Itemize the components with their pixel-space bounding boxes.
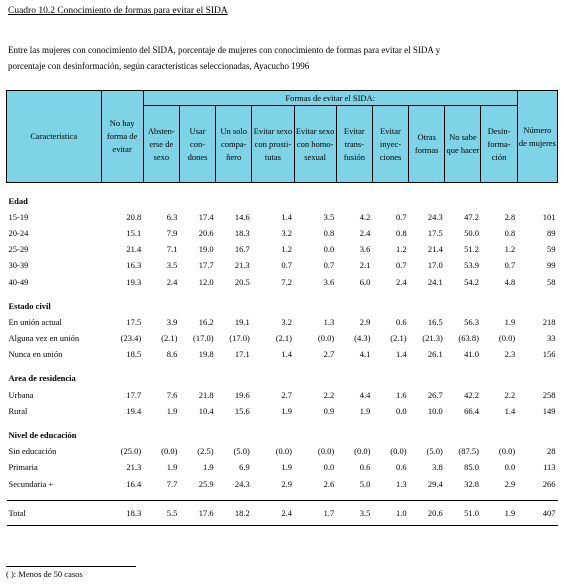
table-cell: 6.0 — [359, 276, 371, 287]
table-cell: (2.1) — [390, 333, 407, 344]
table-cell: 1.9 — [504, 316, 516, 327]
table-cell: 4.2 — [359, 211, 371, 222]
header-numero-mujeres: Número de mujeres — [517, 91, 557, 183]
table-cell: 50.0 — [464, 227, 479, 238]
table-cell: 1.9 — [359, 405, 371, 416]
table-cell: 6.9 — [239, 462, 250, 473]
table-cell: 1.9 — [481, 501, 517, 526]
table-cell: (2.1) — [161, 333, 178, 344]
table-row — [7, 403, 558, 419]
table-cell: 3.2 — [281, 316, 292, 327]
table-row — [7, 258, 558, 274]
table-cell: 51.2 — [464, 244, 479, 255]
table-cell: 17.1 — [234, 349, 250, 360]
table-cell: 0.0 — [323, 462, 335, 473]
table-cell: 3.6 — [323, 276, 335, 287]
table-cell: (25.0) — [120, 446, 142, 457]
table-cell: 53.9 — [464, 260, 479, 271]
section-row — [7, 298, 558, 314]
table-cell: 1.6 — [395, 389, 407, 400]
table-cell: 258 — [542, 389, 556, 400]
table-cell: 1.0 — [372, 501, 408, 526]
table-cell: 1.9 — [166, 405, 178, 416]
table-cell: 32.8 — [464, 478, 479, 489]
table-cell: 0.8 — [395, 227, 407, 238]
table-cell: 41.0 — [464, 349, 479, 360]
table-cell: 18.5 — [126, 349, 142, 360]
table-cell: 21.4 — [427, 244, 443, 255]
table-cell: 3.9 — [166, 316, 178, 327]
table-cell: 28 — [547, 446, 556, 457]
table-cell: 2.4 — [252, 501, 294, 526]
table-row — [7, 347, 558, 363]
table-cell: 89 — [547, 227, 556, 238]
table-cell: (2.5) — [197, 446, 214, 457]
section-heading: Estado civil — [8, 300, 51, 311]
table-row — [7, 476, 558, 492]
table-cell: 4.4 — [359, 389, 371, 400]
table-cell: (21.3) — [422, 333, 443, 344]
table-cell: 2.4 — [359, 227, 371, 238]
table-cell: 19.4 — [126, 405, 142, 416]
row-label: Primaria — [8, 462, 38, 473]
section-heading: Area de residencia — [8, 373, 76, 384]
table-cell: 7.2 — [281, 276, 292, 287]
spacer-row — [7, 363, 558, 371]
table-cell: 7.9 — [166, 227, 178, 238]
table-cell: 1.4 — [281, 349, 292, 360]
table-cell: 1.9 — [202, 462, 214, 473]
table-cell: 101 — [542, 211, 556, 222]
table-cell: 0.7 — [395, 211, 407, 222]
row-label: Sin educación — [8, 446, 57, 457]
table-cell: 2.2 — [323, 389, 335, 400]
table-row — [7, 242, 558, 258]
spacer-row — [7, 363, 558, 371]
footnote: ( ): Menos de 50 casos — [6, 569, 83, 579]
table-cell: 1.9 — [281, 462, 292, 473]
table-cell: 33 — [547, 333, 556, 344]
header-otras-formas: Otras formas — [409, 106, 445, 183]
table-cell: 0.0 — [323, 244, 335, 255]
table-cell: (0.0) — [354, 446, 371, 457]
spacer-row — [7, 492, 558, 501]
table-cell: 407 — [517, 501, 557, 526]
table-cell: 47.2 — [464, 211, 479, 222]
table-cell: (87.5) — [458, 446, 479, 457]
table-cell: 3.5 — [323, 211, 335, 222]
table-cell: 0.6 — [395, 462, 407, 473]
table-cell: (0.0) — [161, 446, 178, 457]
spacer-row — [7, 419, 558, 427]
description-line-2: porcentaje con desinformación, según características seleccionadas, Ayacucho 1996 — [8, 61, 310, 71]
table-cell: 19.8 — [198, 349, 214, 360]
table-cell: 24.3 — [234, 478, 250, 489]
table-cell: 3.6 — [359, 244, 371, 255]
table-cell: 4.1 — [359, 349, 371, 360]
table-cell: (0.0) — [390, 446, 407, 457]
table-cell: (17.0) — [229, 333, 250, 344]
table-cell: 19.0 — [198, 244, 214, 255]
table-cell: 0.0 — [504, 462, 516, 473]
table-cell: 0.7 — [323, 260, 335, 271]
table-cell: 2.7 — [281, 389, 292, 400]
header-caracteristica: Característica — [7, 91, 102, 183]
table-cell: (17.0) — [193, 333, 214, 344]
table-cell: 2.4 — [166, 276, 178, 287]
table-cell: 2.8 — [504, 211, 516, 222]
section-row — [7, 193, 558, 209]
table-cell: 1.2 — [395, 244, 407, 255]
table-cell: 2.9 — [504, 478, 516, 489]
table-cell: (5.0) — [426, 446, 443, 457]
table-cell: (0.0) — [317, 446, 335, 457]
table-row — [7, 209, 558, 225]
header-prostitutas: Evitar sexo con prosti-tutas — [252, 106, 294, 183]
table-cell: 19.1 — [234, 316, 250, 327]
table-cell: 58 — [547, 276, 556, 287]
row-label: Nunca en unión — [8, 349, 63, 360]
table-cell: 1.4 — [395, 349, 407, 360]
table-header — [7, 91, 558, 183]
table-cell: 5.0 — [359, 478, 371, 489]
row-label: 15-19 — [8, 211, 29, 222]
table-cell: 18.3 — [234, 227, 250, 238]
row-label: Total — [7, 501, 102, 526]
table-cell: 2.9 — [281, 478, 292, 489]
table-cell: 66.4 — [464, 405, 479, 416]
table-cell: 18.3 — [101, 501, 143, 526]
table-cell: 2.6 — [323, 478, 335, 489]
table-cell: 1.2 — [281, 244, 292, 255]
table-cell: (0.0) — [275, 446, 292, 457]
table-cell: 0.0 — [395, 405, 407, 416]
table-cell: 1.9 — [166, 462, 178, 473]
table-cell: 0.6 — [395, 316, 407, 327]
row-label: 40-49 — [8, 276, 29, 287]
table-cell: 17.4 — [198, 211, 214, 222]
header-inyecciones: Evitar inyec-ciones — [372, 106, 408, 183]
row-label: 30-39 — [8, 260, 29, 271]
table-cell: 16.3 — [126, 260, 142, 271]
table-cell: 2.2 — [504, 389, 516, 400]
spacer-row — [7, 183, 558, 194]
table-cell: 20.5 — [234, 276, 250, 287]
spacer-row — [7, 290, 558, 298]
table-cell: 15.6 — [234, 405, 250, 416]
table-cell: 29.4 — [427, 478, 443, 489]
table-cell: 2.4 — [395, 276, 407, 287]
section-heading: Nivel de educación — [8, 430, 77, 441]
table-row — [7, 225, 558, 241]
table-cell: 42.2 — [464, 389, 479, 400]
table-body — [7, 183, 558, 526]
table-cell: 0.7 — [281, 260, 292, 271]
table-cell: 156 — [542, 349, 556, 360]
table-cell: 0.9 — [323, 405, 335, 416]
header-abstenerse: Absten-erse de sexo — [143, 106, 179, 183]
table-cell: (4.3) — [354, 333, 371, 344]
table-cell: 14.6 — [234, 211, 250, 222]
table-cell: 54.2 — [464, 276, 479, 287]
table-row — [7, 387, 558, 403]
spacer-row — [7, 183, 558, 194]
table-cell: (63.8) — [458, 333, 479, 344]
table-cell: 10.4 — [198, 405, 214, 416]
table-row — [7, 331, 558, 347]
table-cell: 16.4 — [126, 478, 142, 489]
table-cell: (5.0) — [233, 446, 250, 457]
table-cell: 7.7 — [166, 478, 178, 489]
table-cell: 8.6 — [166, 349, 178, 360]
table-row — [7, 444, 558, 460]
table-cell: 266 — [542, 478, 556, 489]
table-cell: 1.9 — [281, 405, 292, 416]
header-companero: Un solo compa-ñero — [216, 106, 252, 183]
section-row — [7, 427, 558, 443]
row-label: 25-29 — [8, 244, 29, 255]
table-cell: 0.6 — [359, 462, 371, 473]
table-cell: 24.1 — [427, 276, 443, 287]
header-condones: Usar con-dones — [179, 106, 215, 183]
row-label: Urbana — [8, 389, 34, 400]
table-cell: (23.4) — [120, 333, 142, 344]
table-cell: 2.9 — [359, 316, 371, 327]
table-cell: 1.2 — [504, 244, 516, 255]
table-cell: 26.1 — [427, 349, 443, 360]
table-cell: 26.7 — [427, 389, 443, 400]
header-homosexual: Evitar sexo con homo-sexual — [294, 106, 336, 183]
table-cell: 7.1 — [166, 244, 178, 255]
row-label: En unión actual — [8, 316, 62, 327]
table-cell: 1.4 — [504, 405, 516, 416]
table-cell: 17.7 — [126, 389, 142, 400]
header-no-hay-forma: No hay forma de evitar — [101, 91, 143, 183]
table-cell: 5.5 — [143, 501, 179, 526]
table-cell: 3.8 — [432, 462, 443, 473]
table-cell: 7.6 — [166, 389, 178, 400]
table-cell: 0.7 — [504, 260, 516, 271]
table-row — [7, 274, 558, 290]
table-cell: 16.5 — [427, 316, 443, 327]
header-desinformacion: Desin-forma-ción — [481, 106, 517, 183]
table-cell: 16.2 — [198, 316, 214, 327]
table-cell: 24.3 — [427, 211, 443, 222]
table-cell: 3.2 — [281, 227, 292, 238]
table-cell: 25.9 — [198, 478, 214, 489]
table-cell: 0.8 — [323, 227, 335, 238]
table-cell: 12.0 — [198, 276, 214, 287]
table-cell: (0.0) — [498, 333, 516, 344]
table-cell: 0.8 — [504, 227, 516, 238]
table-cell: 3.5 — [336, 501, 372, 526]
table-cell: 20.8 — [126, 211, 142, 222]
table-cell: 1.3 — [323, 316, 335, 327]
table-cell: 17.5 — [427, 227, 443, 238]
table-cell: 1.7 — [294, 501, 336, 526]
row-label: Alguna vez en unión — [8, 333, 80, 344]
table-cell: 2.7 — [323, 349, 335, 360]
table-cell: 149 — [542, 405, 556, 416]
table-cell: 17.7 — [198, 260, 214, 271]
page-title: Cuadro 10.2 Conocimiento de formas para evitar el SIDA — [8, 6, 228, 16]
table-cell: (0.0) — [498, 446, 516, 457]
table-cell: 0.7 — [395, 260, 407, 271]
table-cell: 2.1 — [359, 260, 371, 271]
table-cell: 218 — [542, 316, 556, 327]
header-transfusion: Evitar trans-fusión — [336, 106, 372, 183]
section-heading: Edad — [8, 195, 28, 206]
table-cell: 3.5 — [166, 260, 178, 271]
table-description — [8, 42, 556, 74]
table-cell: 19.3 — [126, 276, 142, 287]
spacer-row — [7, 419, 558, 427]
table-cell: (2.1) — [275, 333, 292, 344]
footnote-rule — [6, 566, 136, 567]
table-cell: 2.3 — [504, 349, 516, 360]
header-no-sabe: No sabe que hacer — [445, 106, 481, 183]
table-cell: 16.7 — [234, 244, 250, 255]
table-cell: 17.5 — [126, 316, 142, 327]
table-cell: 20.6 — [198, 227, 214, 238]
data-table — [6, 90, 558, 526]
table-cell: 20.6 — [409, 501, 445, 526]
table-cell: 17.0 — [427, 260, 443, 271]
table-cell: 51.0 — [445, 501, 481, 526]
table-cell: 21.3 — [234, 260, 250, 271]
description-line-1: Entre las mujeres con conocimiento del SIDA, porcentaje de mujeres con conocimiento de formas para evitar el SIDA y — [8, 45, 441, 55]
table-cell: 17.6 — [179, 501, 215, 526]
table-cell: 99 — [547, 260, 556, 271]
table-row — [7, 460, 558, 476]
row-label: 20-24 — [8, 227, 29, 238]
table-row — [7, 314, 558, 330]
spacer-row — [7, 290, 558, 298]
section-row — [7, 371, 558, 387]
table-cell: 21.4 — [126, 244, 142, 255]
table-cell: 21.8 — [198, 389, 214, 400]
table-cell: (0.0) — [317, 333, 335, 344]
table-cell: 18.2 — [216, 501, 252, 526]
table-cell: 56.3 — [464, 316, 479, 327]
table-cell: 59 — [547, 244, 556, 255]
table-cell: 113 — [543, 462, 556, 473]
table-cell: 4.8 — [504, 276, 516, 287]
table-cell: 19.6 — [234, 389, 250, 400]
table-row — [7, 501, 558, 526]
table-cell: 21.3 — [126, 462, 142, 473]
row-label: Rural — [8, 405, 28, 416]
table-cell: 85.0 — [464, 462, 479, 473]
table-cell: 15.1 — [126, 227, 142, 238]
table-cell: 6.3 — [166, 211, 178, 222]
table-cell: 10.0 — [427, 405, 443, 416]
table-cell: 1.3 — [395, 478, 407, 489]
spacer-row — [7, 492, 558, 501]
table-cell: 1.4 — [281, 211, 292, 222]
header-group-formas: Formas de evitar el SIDA: — [143, 91, 517, 106]
row-label: Secundaria + — [8, 478, 54, 489]
